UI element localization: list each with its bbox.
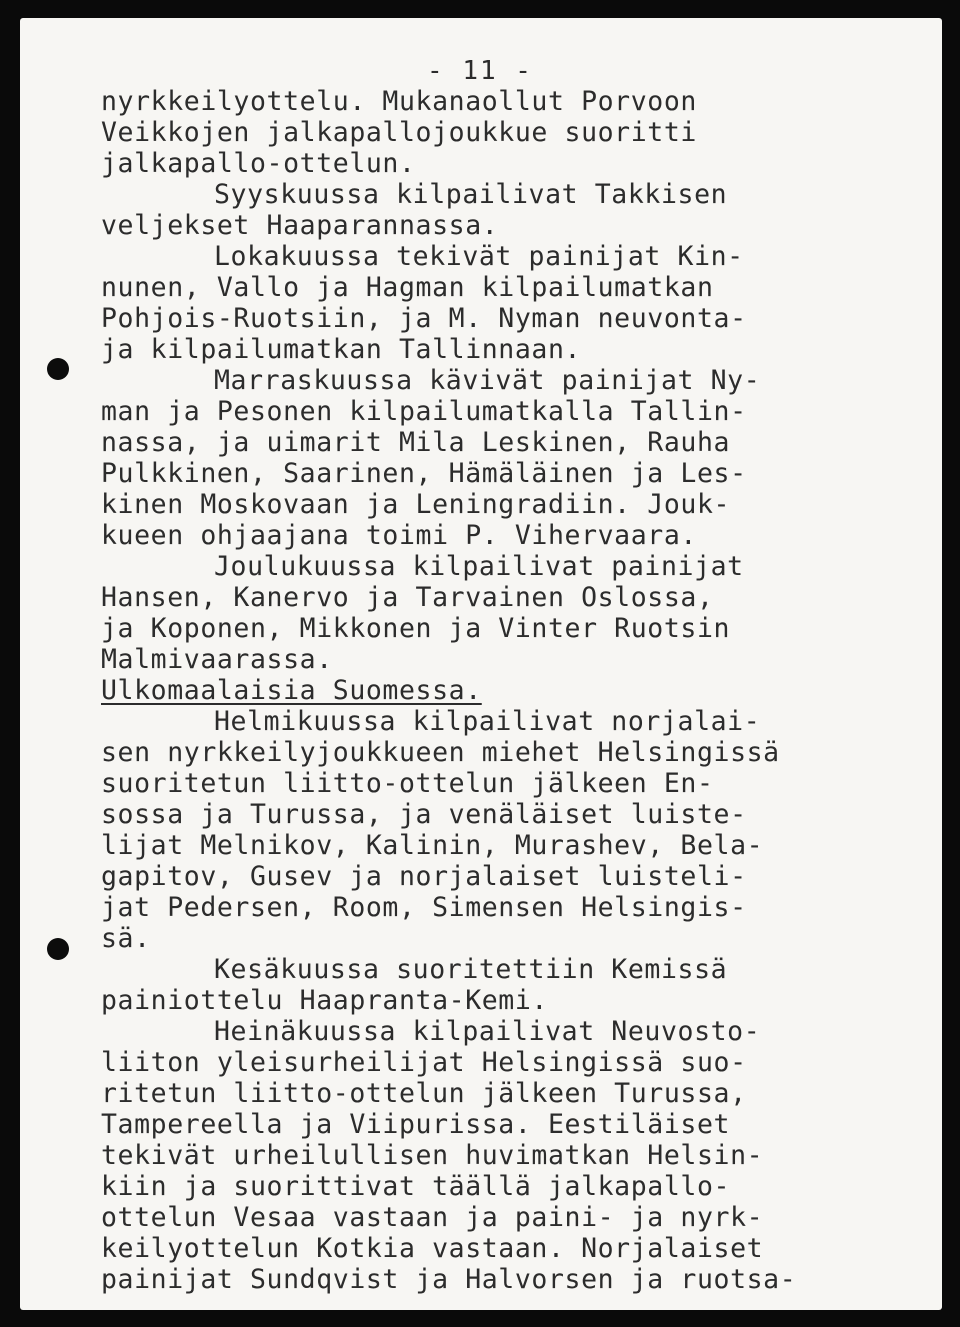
text-line: Malmivaarassa.: [101, 644, 333, 675]
section-heading: [101, 675, 881, 706]
text-line: kueen ohjaajana toimi P. Vihervaara.: [101, 520, 697, 551]
text-line: Pulkkinen, Saarinen, Hämäläinen ja Les-: [101, 458, 747, 489]
text-line: lijat Melnikov, Kalinin, Murashev, Bela-: [101, 830, 764, 861]
text-line: Veikkojen jalkapallojoukkue suoritti: [101, 117, 697, 148]
text-line: Joulukuussa kilpailivat painijat: [214, 551, 744, 582]
text-line: sä.: [101, 923, 151, 954]
text-line: man ja Pesonen kilpailumatkalla Tallin-: [101, 396, 747, 427]
text-line: painiottelu Haapranta-Kemi.: [101, 985, 548, 1016]
text-line: jat Pedersen, Room, Simensen Helsingis-: [101, 892, 747, 923]
text-line: Helmikuussa kilpailivat norjalai-: [214, 706, 761, 737]
text-line: ottelun Vesaa vastaan ja paini- ja nyrk-: [101, 1202, 764, 1233]
text-line: kiin ja suorittivat täällä jalkapallo-: [101, 1171, 731, 1202]
text-line: Tampereella ja Viipurissa. Eestiläiset: [101, 1109, 731, 1140]
page-number: - 11 -: [427, 56, 533, 86]
punch-hole-top: [47, 358, 69, 380]
text-line: kinen Moskovaan ja Leningradiin. Jouk-: [101, 489, 731, 520]
body-text: [101, 86, 881, 1295]
text-line: ritetun liitto-ottelun jälkeen Turussa,: [101, 1078, 747, 1109]
text-line: Pohjois-Ruotsiin, ja M. Nyman neuvonta-: [101, 303, 747, 334]
text-line: painijat Sundqvist ja Halvorsen ja ruotsa-: [101, 1264, 797, 1295]
text-line: keilyottelun Kotkia vastaan. Norjalaiset: [101, 1233, 764, 1264]
text-line: nassa, ja uimarit Mila Leskinen, Rauha: [101, 427, 731, 458]
text-line: veljekset Haaparannassa.: [101, 210, 499, 241]
text-line: sen nyrkkeilyjoukkueen miehet Helsingissä: [101, 737, 780, 768]
text-line: Marraskuussa kävivät painijat Ny-: [214, 365, 761, 396]
text-line: sossa ja Turussa, ja venäläiset luiste-: [101, 799, 747, 830]
text-line: Kesäkuussa suoritettiin Kemissä: [214, 954, 728, 985]
punch-hole-bottom: [47, 938, 69, 960]
text-line: ja Koponen, Mikkonen ja Vinter Ruotsin: [101, 613, 731, 644]
text-line: Hansen, Kanervo ja Tarvainen Oslossa,: [101, 582, 714, 613]
text-line: Lokakuussa tekivät painijat Kin-: [214, 241, 744, 272]
text-line: Syyskuussa kilpailivat Takkisen: [214, 179, 728, 210]
text-line: nyrkkeilyottelu. Mukanaollut Porvoon: [101, 86, 697, 117]
text-line: gapitov, Gusev ja norjalaiset luisteli-: [101, 861, 747, 892]
text-line: liiton yleisurheilijat Helsingissä suo-: [101, 1047, 747, 1078]
text-line: suoritetun liitto-ottelun jälkeen En-: [101, 768, 714, 799]
text-line: ja kilpailumatkan Tallinnaan.: [101, 334, 582, 365]
text-line: nunen, Vallo ja Hagman kilpailumatkan: [101, 272, 714, 303]
text-line: Heinäkuussa kilpailivat Neuvosto-: [214, 1016, 761, 1047]
section-heading-text: Ulkomaalaisia Suomessa.: [101, 675, 482, 706]
text-line: tekivät urheilullisen huvimatkan Helsin-: [101, 1140, 764, 1171]
text-line: jalkapallo-ottelun.: [101, 148, 416, 179]
